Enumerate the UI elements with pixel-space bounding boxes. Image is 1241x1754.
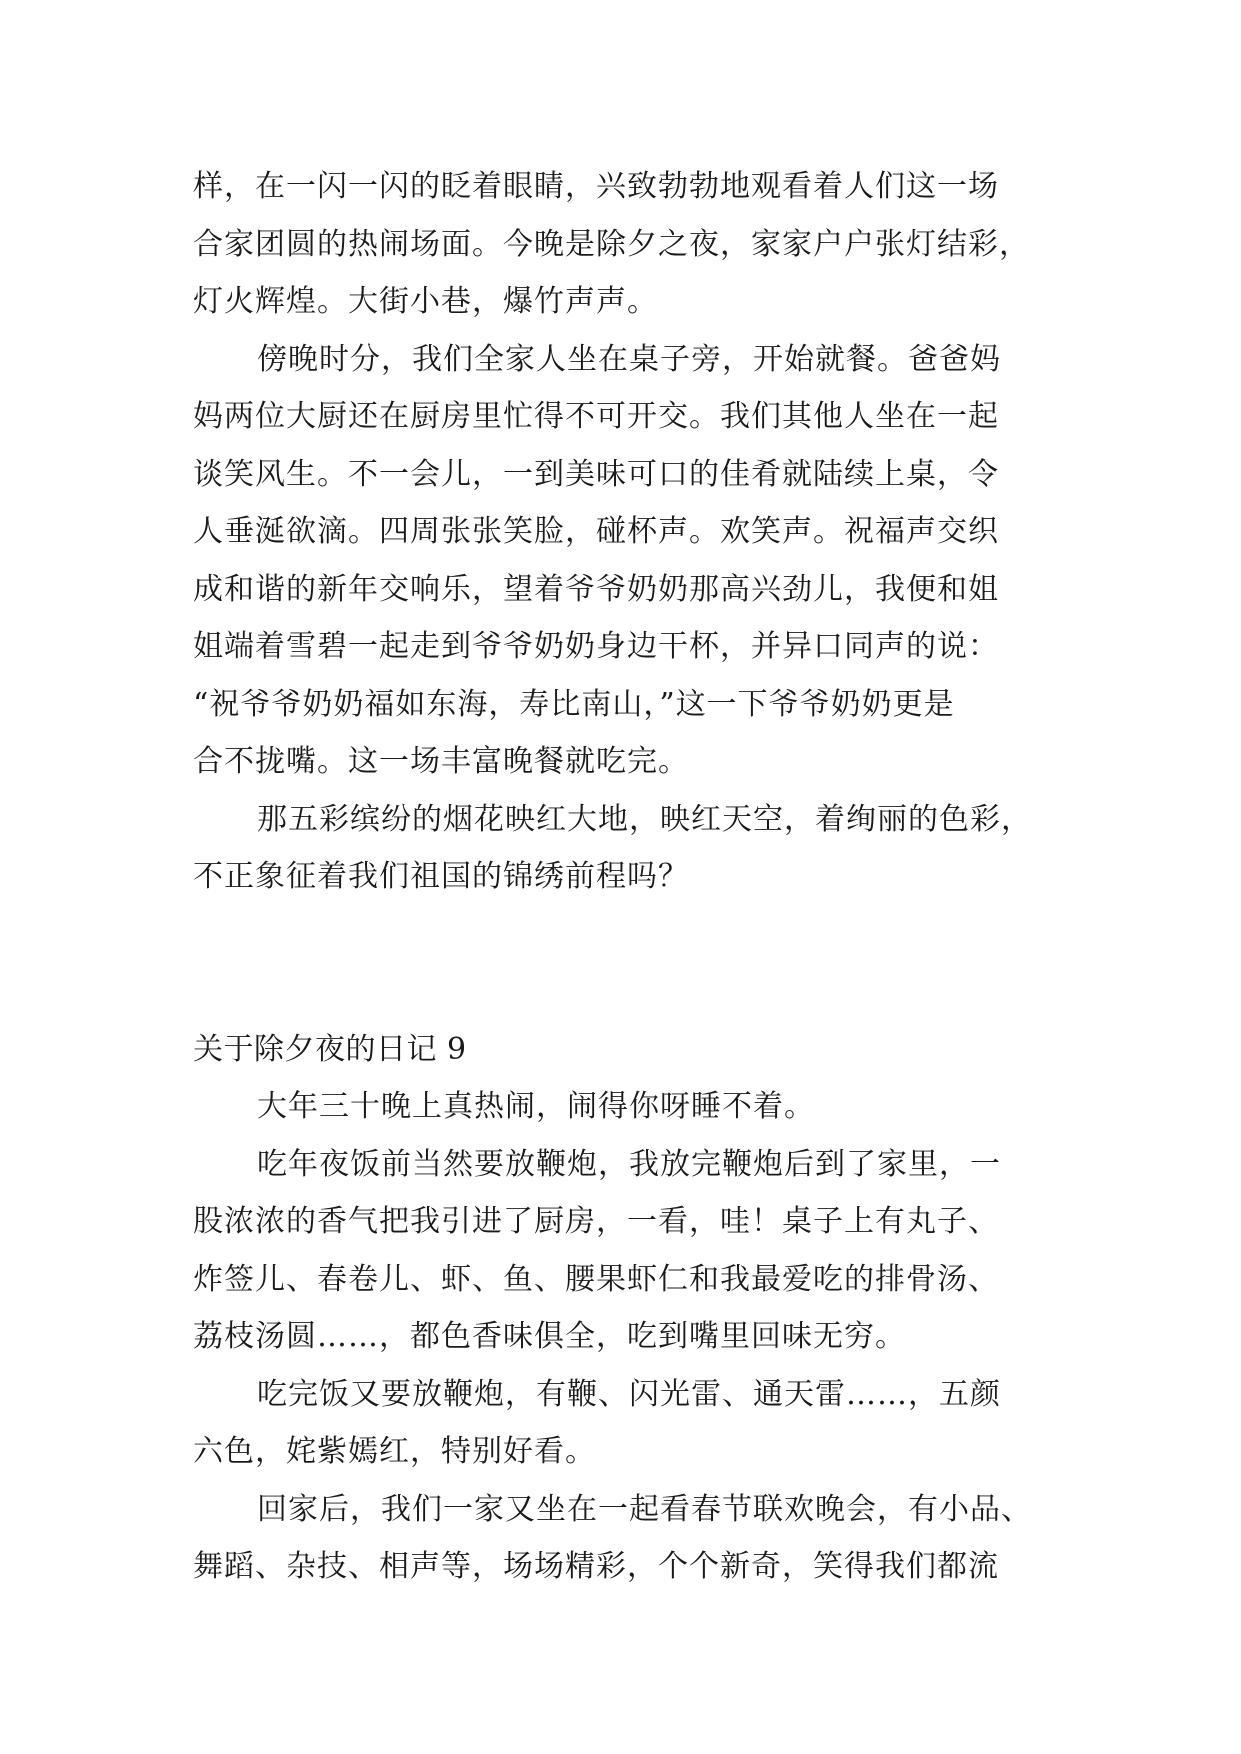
text-line: 不正象征着我们祖国的锦绣前程吗？	[193, 859, 689, 894]
text-line: 回家后，我们一家又坐在一起看春节联欢晚会，有小品、	[257, 1491, 1032, 1527]
text-line: 傍晚时分，我们全家人坐在桌子旁，开始就餐。爸爸妈	[257, 341, 1001, 377]
text-line: 姐端着雪碧一起走到爷爷奶奶身边干杯，并异口同声的说：	[193, 629, 999, 664]
text-line: 合家团圆的热闹场面。今晚是除夕之夜，家家户户张灯结彩，	[193, 226, 1030, 262]
text-line: 炸签儿、春卷儿、虾、鱼、腰果虾仁和我最爱吃的排骨汤、	[193, 1261, 999, 1297]
text-line: 大年三十晚上真热闹，闹得你呀睡不着。	[257, 1089, 815, 1124]
text-line: 荔枝汤圆……，都色香味俱全，吃到嘴里回味无穷。	[193, 1319, 906, 1354]
document-body	[193, 158, 1053, 1596]
text-line: 股浓浓的香气把我引进了厨房，一看，哇！桌子上有丸子、	[193, 1204, 999, 1239]
text-line: 成和谐的新年交响乐，望着爷爷奶奶那高兴劲儿，我便和姐	[193, 571, 999, 607]
text-line: 吃年夜饭前当然要放鞭炮，我放完鞭炮后到了家里，一	[257, 1146, 1001, 1182]
text-line: 舞蹈、杂技、相声等，场场精彩，个个新奇，笑得我们都流	[193, 1549, 999, 1584]
text-line: 那五彩缤纷的烟花映红大地，映红天空，着绚丽的色彩，	[257, 801, 1032, 837]
text-line: 灯火辉煌。大街小巷，爆竹声声。	[193, 284, 658, 319]
text-line: “祝爷爷奶奶福如东海，寿比南山，”这一下爷爷奶奶更是	[193, 686, 955, 722]
text-line: 合不拢嘴。这一场丰富晚餐就吃完。	[193, 744, 689, 779]
text-line: 人垂涎欲滴。四周张张笑脸，碰杯声。欢笑声。祝福声交织	[193, 514, 999, 549]
section-gap	[193, 906, 1053, 1021]
text-line: 妈两位大厨还在厨房里忙得不可开交。我们其他人坐在一起	[193, 399, 999, 434]
text-line: 六色，姹紫嫣红，特别好看。	[193, 1434, 596, 1469]
section-heading: 关于除夕夜的日记 9	[193, 1031, 467, 1067]
text-line: 谈笑风生。不一会儿，一到美味可口的佳肴就陆续上桌，令	[193, 456, 999, 492]
text-line: 吃完饭又要放鞭炮，有鞭、闪光雷、通天雷……，五颜	[257, 1376, 1001, 1412]
text-line: 样，在一闪一闪的眨着眼睛，兴致勃勃地观看着人们这一场	[193, 169, 999, 204]
